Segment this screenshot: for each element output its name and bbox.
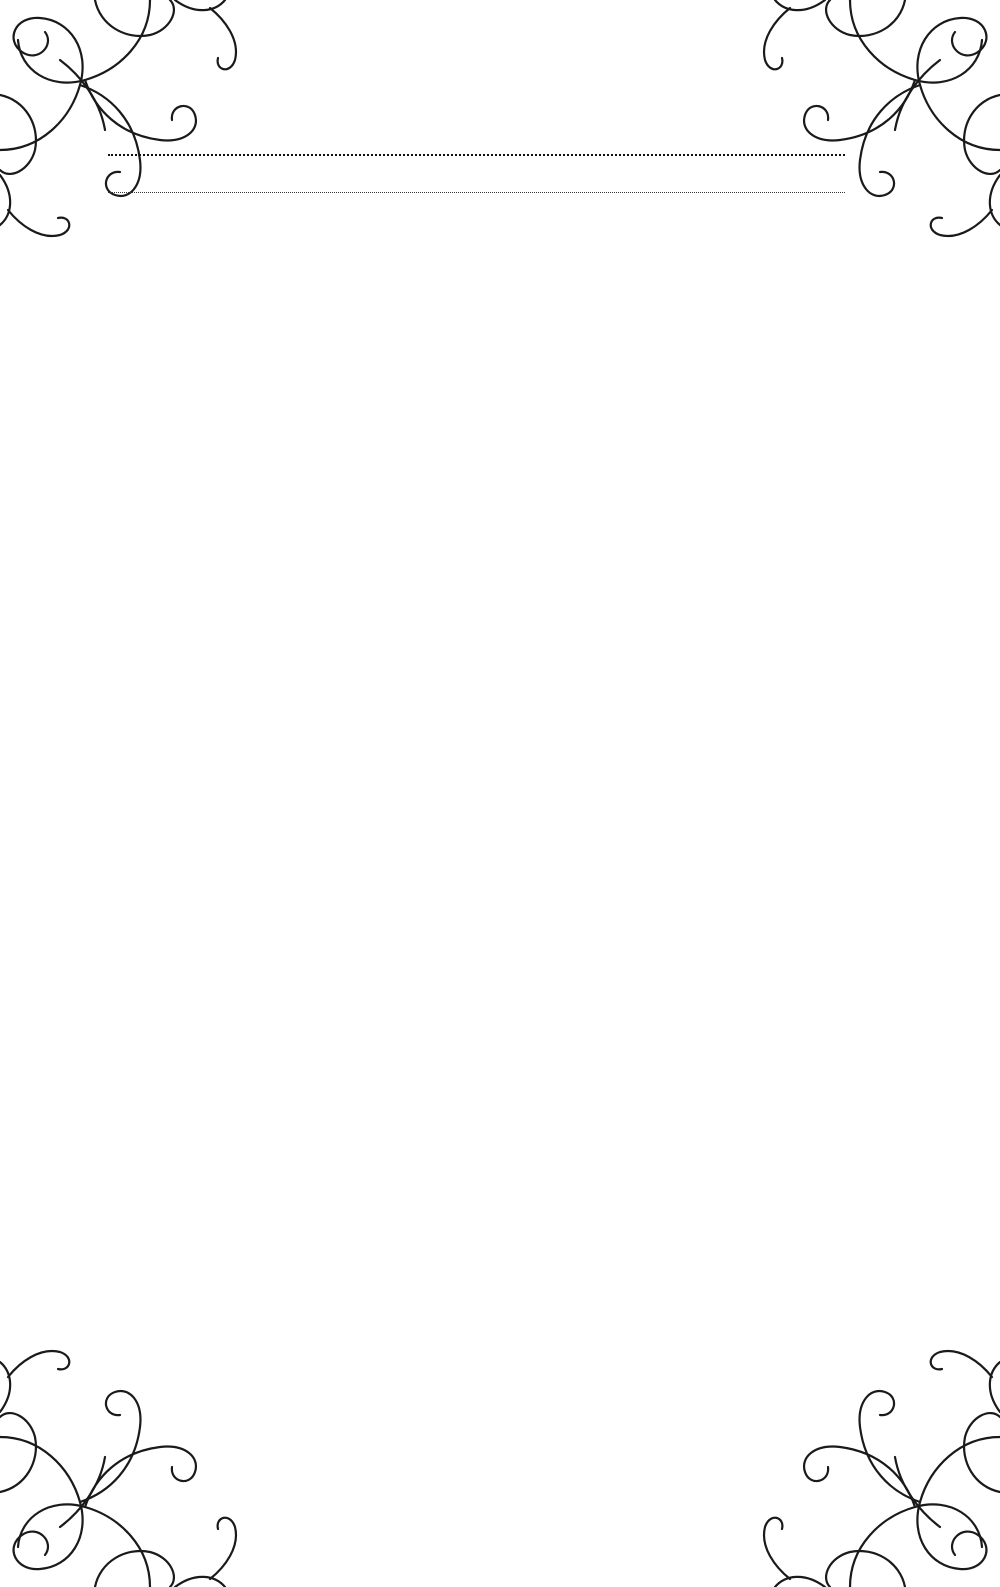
corner-ornament-bottom-right: [750, 1337, 1000, 1587]
section-heading: [106, 159, 847, 189]
corner-ornament-bottom-left: [0, 1337, 250, 1587]
chapter-row[interactable]: [106, 195, 847, 217]
section-heading-line2[interactable]: [106, 159, 847, 189]
dot-leader: [108, 192, 845, 193]
dot-leader: [108, 154, 845, 156]
table-of-contents: [106, 143, 847, 217]
